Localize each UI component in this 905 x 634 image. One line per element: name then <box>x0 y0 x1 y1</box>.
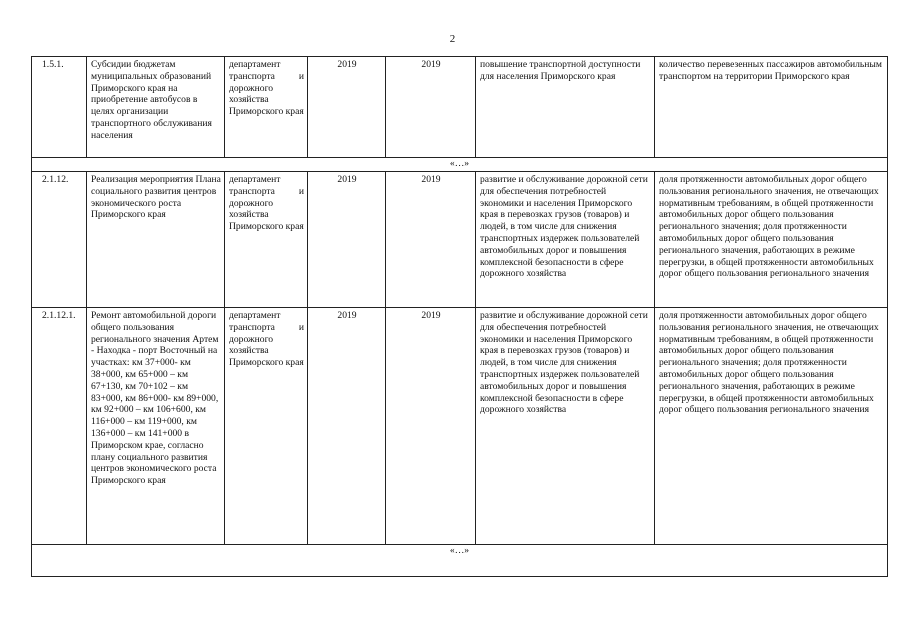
measure-name-cell: Ремонт автомобильной дороги общего пользования регионального значения Артем - Находка - порт Восточный на участках: км 37+000- км 38+000, км 65+000 – км 67+130, км 70+102 – км 83+000, км 86+000- км 89+000, км 92+000 – км 106+600, км 116+000 – км 119+000, км 136+000 – км 141+000 в Приморском крае, согласно плану социального развития центров экономического роста Приморского края <box>87 308 225 545</box>
table-row <box>32 308 888 545</box>
page-number: 2 <box>449 33 456 45</box>
executor-cell: департамент транспорта и дорожного хозяйства Приморского края <box>225 172 308 308</box>
end-year-cell: 2019 <box>386 172 476 308</box>
end-year-cell: 2019 <box>386 57 476 158</box>
expected-result-cell: развитие и обслуживание дорожной сети для обеспечения потребностей экономики и населения Приморского края в перевозках грузов (товаров) и людей, в том числе для снижения транспортных издержек пользователей автомобильных дорог и повышения комплексной безопасности в сфере дорожного хозяйства <box>476 308 655 545</box>
row-number: 1.5.1. <box>42 59 64 70</box>
row-number: 2.1.12. <box>42 174 69 185</box>
omission-marker: «…» <box>32 545 888 577</box>
executor-cell: департамент транспорта и дорожного хозяйства Приморского края <box>225 308 308 545</box>
executor-cell: департамент транспорта и дорожного хозяйства Приморского края <box>225 57 308 158</box>
table-row <box>32 172 888 308</box>
indicator-cell: количество перевезенных пассажиров автомобильным транспортом на территории Приморского края <box>655 57 888 158</box>
measure-name-cell: Субсидии бюджетам муниципальных образований Приморского края на приобретение автобусов в целях организации транспортного обслуживания населения <box>87 57 225 158</box>
indicator-cell: доля протяженности автомобильных дорог общего пользования регионального значения, не отвечающих нормативным требованиям, в общей протяженности автомобильных дорог общего пользования регионального значения; доля протяженности автомобильных дорог общего пользования регионального значения, работающих в режиме перегрузки, в общей протяженности автомобильных дорог общего пользования регионального значения <box>655 172 888 308</box>
end-year-cell: 2019 <box>386 308 476 545</box>
table-row <box>32 57 888 158</box>
indicator-cell: доля протяженности автомобильных дорог общего пользования регионального значения, не отвечающих нормативным требованиям, в общей протяженности автомобильных дорог общего пользования регионального значения; доля протяженности автомобильных дорог общего пользования регионального значения, работающих в режиме перегрузки, в общей протяженности автомобильных дорог общего пользования регионального значения <box>655 308 888 545</box>
omission-marker: «…» <box>32 158 888 172</box>
row-number: 2.1.12.1. <box>42 310 76 321</box>
measure-name-cell: Реализация мероприятия Плана социального развития центров экономического роста Приморского края <box>87 172 225 308</box>
table-separator-row <box>32 158 888 172</box>
start-year-cell: 2019 <box>308 172 386 308</box>
table-separator-row <box>32 545 888 577</box>
row-number-cell <box>32 57 87 158</box>
program-table <box>31 56 888 577</box>
expected-result-cell: развитие и обслуживание дорожной сети для обеспечения потребностей экономики и населения Приморского края в перевозках грузов (товаров) и людей, в том числе для снижения транспортных издержек пользователей автомобильных дорог и повышения комплексной безопасности в сфере дорожного хозяйства <box>476 172 655 308</box>
row-number-cell <box>32 308 87 545</box>
start-year-cell: 2019 <box>308 308 386 545</box>
expected-result-cell: повышение транспортной доступности для населения Приморского края <box>476 57 655 158</box>
start-year-cell: 2019 <box>308 57 386 158</box>
row-number-cell <box>32 172 87 308</box>
